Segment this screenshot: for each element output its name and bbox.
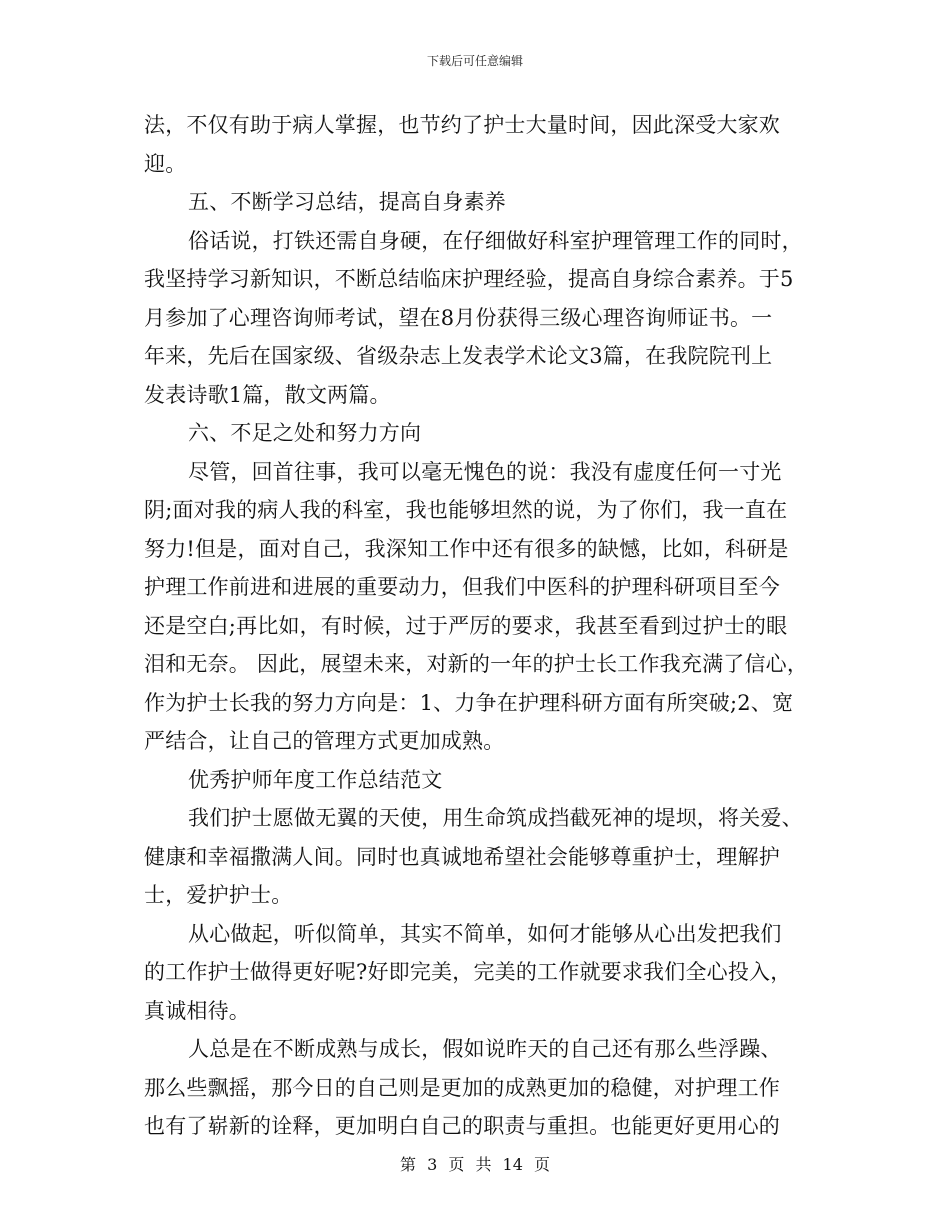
body-line: 努力!但是，面对自己，我深知工作中还有很多的缺憾，比如，科研是: [144, 536, 789, 561]
body-line: 年来，先后在国家级、省级杂志上发表学术论文3篇，在我院院刊上: [144, 344, 773, 368]
document-body: [144, 106, 824, 1146]
paragraph-start: 人总是在不断成熟与成长，假如说昨天的自己还有那么些浮躁、: [188, 1037, 782, 1061]
page-header: 下载后可任意编辑: [426, 54, 523, 68]
body-line: 真诚相待。: [144, 998, 250, 1023]
paragraph-start: 尽管，回首往事，我可以毫无愧色的说：我没有虚度任何一寸光: [188, 459, 782, 484]
body-line: 我坚持学习新知识，不断总结临床护理经验，提高自身综合素养。于5: [144, 267, 794, 291]
body-line: 健康和幸福撒满人间。同时也真诚地希望社会能够尊重护士，理解护: [144, 844, 780, 869]
body-line: 还是空白;再比如，有时候，过于严厉的要求，我甚至看到过护士的眼: [144, 613, 788, 638]
body-line: 作为护士长我的努力方向是：1、力争在护理科研方面有所突破;2、宽: [144, 690, 794, 715]
paragraph-start: 俗话说，打铁还需自身硬，在仔细做好科室护理管理工作的同时，: [188, 228, 803, 253]
body-line: 也有了崭新的诠释，更加明白自己的职责与重担。也能更好更用心的: [144, 1114, 780, 1138]
body-line: 月参加了心理咨询师考试，望在8月份获得三级心理咨询师证书。一: [144, 305, 773, 330]
body-line: 严结合，让自己的管理方式更加成熟。: [144, 729, 505, 753]
body-line: 护理工作前进和进展的重要动力，但我们中医科的护理科研项目至今: [144, 575, 780, 599]
body-line: 迎。: [144, 151, 187, 176]
section-heading: 优秀护师年度工作总结范文: [188, 767, 443, 792]
body-line: 泪和无奈。 因此，展望未来，对新的一年的护士长工作我充满了信心，: [144, 652, 809, 676]
body-line: 阴;面对我的病人我的科室，我也能够坦然的说，为了你们，我一直在: [144, 498, 788, 522]
body-line: 那么些飘摇，那今日的自己则是更加的成熟更加的稳健，对护理工作: [144, 1075, 780, 1100]
paragraph-start: 我们护士愿做无翼的天使，用生命筑成挡截死神的堤坝，将关爱、: [188, 806, 803, 830]
section-heading: 五、不断学习总结，提高自身素养: [188, 190, 506, 214]
section-heading: 六、不足之处和努力方向: [188, 421, 422, 445]
body-line: 士，爱护护士。: [144, 883, 293, 907]
body-line: 发表诗歌1篇，散文两篇。: [144, 382, 391, 407]
body-line: 的工作护士做得更好呢?好即完美，完美的工作就要求我们全心投入，: [144, 960, 792, 984]
paragraph-start: 从心做起，听似简单，其实不简单，如何才能够从心出发把我们: [188, 921, 782, 946]
body-line: 法，不仅有助于病人掌握，也节约了护士大量时间，因此深受大家欢: [144, 113, 780, 137]
page-number-footer: 第 3 页 共 14 页: [400, 1155, 550, 1174]
